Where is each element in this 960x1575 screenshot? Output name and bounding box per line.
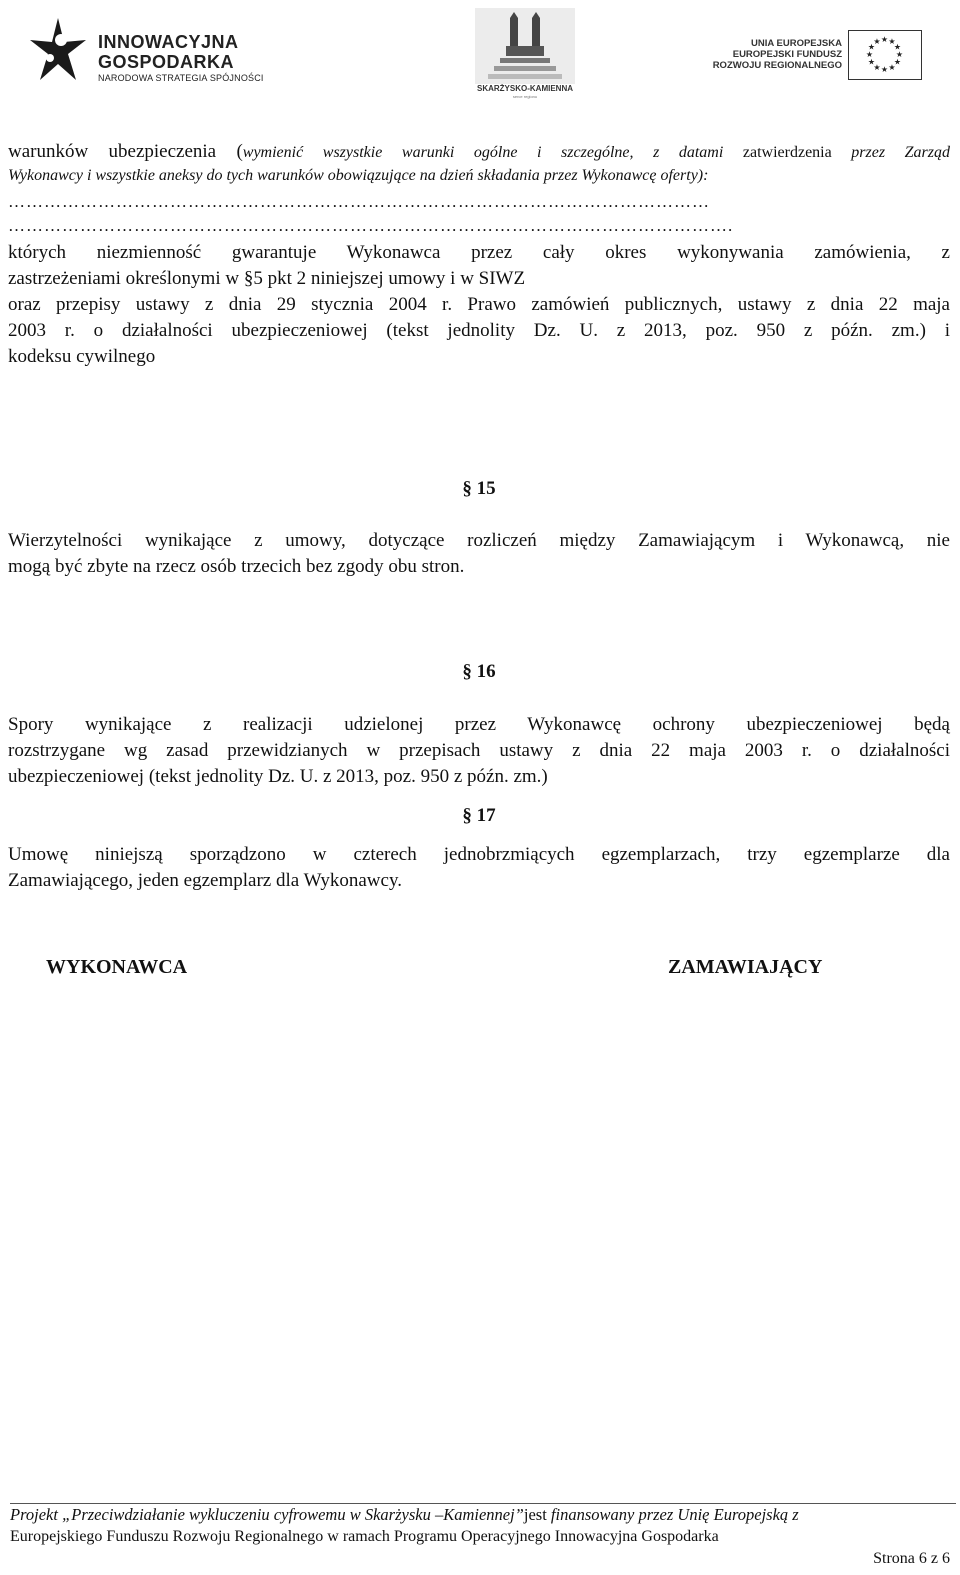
para15-line-1: Wierzytelności wynikające z umowy, dotyczące rozliczeń między Zamawiającym i Wykonawcą, nie bbox=[8, 530, 950, 551]
eu-flag-icon bbox=[848, 30, 922, 80]
eu-fund-logo bbox=[708, 30, 928, 90]
para16-line-2: rozstrzygane wg zasad przewidzianych w przepisach ustawy z dnia 22 maja 2003 r. o działalności bbox=[8, 740, 950, 761]
eu-star-icon: ★ bbox=[893, 57, 902, 67]
eu-star-icon: ★ bbox=[880, 35, 889, 44]
dotted-fill-line-1: ……………………………………………………………………………………………………… bbox=[8, 192, 710, 211]
eu-star-icon: ★ bbox=[895, 50, 904, 59]
logo-city-subtitle: serce regionu bbox=[512, 94, 538, 99]
footer-jest: jest bbox=[523, 1505, 547, 1524]
eu-star-icon: ★ bbox=[888, 62, 896, 72]
innowacyjna-gospodarka-logo bbox=[28, 14, 278, 94]
section-16-heading: § 16 bbox=[462, 661, 496, 682]
church-towers-icon bbox=[470, 8, 580, 84]
intro-text-a: warunków ubezpieczenia ( bbox=[8, 141, 243, 162]
logo-eu-line1: UNIA EUROPEJSKA bbox=[751, 38, 842, 49]
footer-project-name: Projekt „Przeciwdziałanie wykluczeniu cyfrowemu w Skarżysku –Kamiennej” bbox=[10, 1505, 524, 1524]
signature-contractor-label: WYKONAWCA bbox=[46, 956, 188, 978]
eu-star-icon: ★ bbox=[888, 37, 896, 47]
eu-star-icon: ★ bbox=[867, 42, 876, 52]
section-15-heading: § 15 bbox=[462, 478, 496, 499]
eu-star-icon: ★ bbox=[865, 50, 874, 59]
eu-stars-icon bbox=[849, 31, 920, 78]
logo-ig-line3: NARODOWA STRATEGIA SPÓJNOŚCI bbox=[98, 73, 264, 83]
section-17-heading: § 17 bbox=[462, 805, 496, 826]
eu-star-icon: ★ bbox=[873, 37, 881, 47]
para15-line-2: mogą być zbyte na rzecz osób trzecich bez zgody obu stron. bbox=[8, 556, 465, 577]
intro-text-d: przez Zarząd bbox=[831, 144, 950, 161]
logo-eu-line3: ROZWOJU REGIONALNEGO bbox=[712, 60, 842, 71]
footer-funding: finansowany przez Unię Europejską z bbox=[546, 1505, 799, 1524]
footer-line-1 bbox=[10, 1504, 956, 1526]
logo-ig-line2: GOSPODARKA bbox=[98, 52, 235, 72]
para1-line-5: kodeksu cywilnego bbox=[8, 346, 156, 367]
signature-client-label: ZAMAWIAJĄCY bbox=[668, 956, 823, 978]
para17-line-2: Zamawiającego, jeden egzemplarz dla Wykonawcy. bbox=[8, 870, 402, 891]
para17-line-1: Umowę niniejszą sporządzono w czterech jednobrzmiących egzemplarzach, trzy egzemplarze dla bbox=[8, 844, 950, 865]
intro-text-c: zatwierdzenia bbox=[742, 144, 832, 161]
para1-line-1: których niezmienność gwarantuje Wykonawca przez cały okres wykonywania zamówienia, z bbox=[8, 242, 950, 263]
logo-eu-text bbox=[712, 38, 842, 71]
footer-line-2: Europejskiego Funduszu Rozwoju Regionalnego w ramach Programu Operacyjnego Innowacyjna Gospodarka bbox=[10, 1528, 719, 1545]
logo-eu-line2: EUROPEJSKI FUNDUSZ bbox=[732, 49, 842, 60]
logo-ig-text bbox=[98, 32, 264, 84]
para16-line-1: Spory wynikające z realizacji udzielonej przez Wykonawcę ochrony ubezpieczeniowej będą bbox=[8, 714, 950, 735]
page-footer bbox=[10, 1503, 956, 1548]
eu-star-icon: ★ bbox=[880, 65, 889, 74]
eu-star-icon: ★ bbox=[867, 57, 876, 67]
page-header bbox=[0, 0, 960, 115]
eu-star-icon: ★ bbox=[893, 42, 902, 52]
logo-ig-line1: INNOWACYJNA bbox=[98, 32, 239, 52]
para1-line-4: 2003 r. o działalności ubezpieczeniowej (tekst jednolity Dz. U. z 2013, poz. 950 z późn. zm.) i bbox=[8, 320, 950, 341]
page-number: Strona 6 z 6 bbox=[873, 1550, 950, 1567]
logo-city-name: SKARŻYSKO-KAMIENNA bbox=[477, 84, 573, 93]
dotted-fill-line-2: …………………………………………………………………………………………………………. bbox=[8, 216, 734, 235]
intro-line-2: Wykonawcy i wszystkie aneksy do tych warunków obowiązujące na dzień składania przez Wykonawcę oferty): bbox=[8, 167, 709, 184]
para1-line-3: oraz przepisy ustawy z dnia 29 stycznia 2004 r. Prawo zamówień publicznych, ustawy z dnia 22 maja bbox=[8, 294, 950, 315]
intro-text-b: wymienić wszystkie warunki ogólne i szczególne, z datami bbox=[242, 144, 743, 161]
intro-line-1 bbox=[8, 139, 950, 166]
para16-line-3: ubezpieczeniowej (tekst jednolity Dz. U. z 2013, poz. 950 z późn. zm.) bbox=[8, 766, 548, 787]
eu-star-icon: ★ bbox=[873, 62, 881, 72]
star-figure-icon bbox=[28, 14, 88, 94]
skarzysko-kamienna-logo bbox=[470, 8, 580, 108]
para1-line-2: zastrzeżeniami określonymi w §5 pkt 2 niniejszej umowy i w SIWZ bbox=[8, 268, 526, 289]
